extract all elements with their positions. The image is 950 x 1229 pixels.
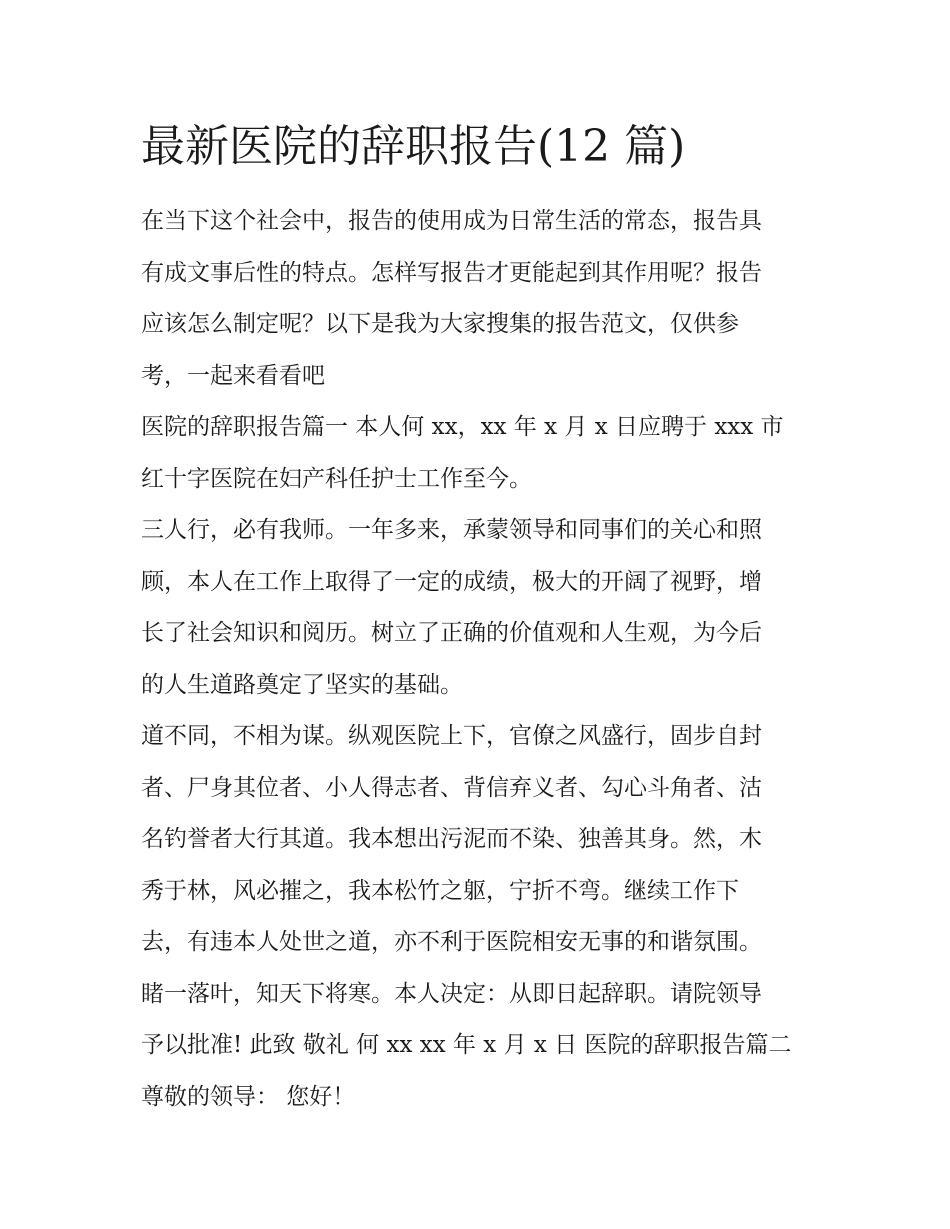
text-line: 红十字医院在妇产科任护士工作至今。 [141, 465, 532, 492]
paragraph-reason-and-closing [141, 711, 813, 1123]
text-line: 医院的辞职报告篇一 本人何 xx，xx 年 x 月 x 日应聘于 xxx 市 [141, 414, 784, 440]
text-line: 去，有违本人处世之道，亦不利于医院相安无事的和谐氛围。 [141, 929, 762, 955]
text-line: 的人生道路奠定了坚实的基础。 [141, 671, 463, 698]
text-line: 在当下这个社会中，报告的使用成为日常生活的常态，报告具 [141, 208, 762, 234]
text-line: 有成文事后性的特点。怎样写报告才更能起到其作用呢？报告 [141, 259, 762, 286]
text-line: 长了社会知识和阅历。树立了正确的价值观和人生观，为今后 [141, 620, 762, 646]
paragraph-gratitude [141, 505, 813, 711]
document-title: 最新医院的辞职报告(12 篇) [141, 121, 686, 172]
text-line: 考，一起来看看吧 [141, 362, 325, 389]
text-line: 道不同，不相为谋。纵观医院上下，官僚之风盛行，固步自封 [141, 723, 762, 749]
document-page [141, 112, 813, 1123]
text-line: 秀于林，风必摧之，我本松竹之躯，宁折不弯。继续工作下 [141, 877, 739, 904]
text-line: 名钓誉者大行其道。我本想出污泥而不染、独善其身。然，木 [141, 826, 762, 852]
paragraph-report-one-opening [141, 402, 813, 505]
text-line: 应该怎么制定呢？以下是我为大家搜集的报告范文，仅供参 [141, 311, 739, 337]
paragraph-intro [141, 196, 813, 402]
text-line: 三人行，必有我师。一年多来，承蒙领导和同事们的关心和照 [141, 517, 762, 543]
text-line: 顾，本人在工作上取得了一定的成绩，极大的开阔了视野，增 [141, 568, 762, 595]
text-line: 者、尸身其位者、小人得志者、背信弃义者、勾心斗角者、沽 [141, 774, 762, 801]
text-line: 尊敬的领导： 您好！ [141, 1083, 356, 1110]
text-line: 予以批准! 此致 敬礼 何 xx xx 年 x 月 x 日 医院的辞职报告篇二 [141, 1032, 792, 1058]
text-line: 睹一落叶，知天下将寒。本人决定：从即日起辞职。请院领导 [141, 980, 762, 1007]
